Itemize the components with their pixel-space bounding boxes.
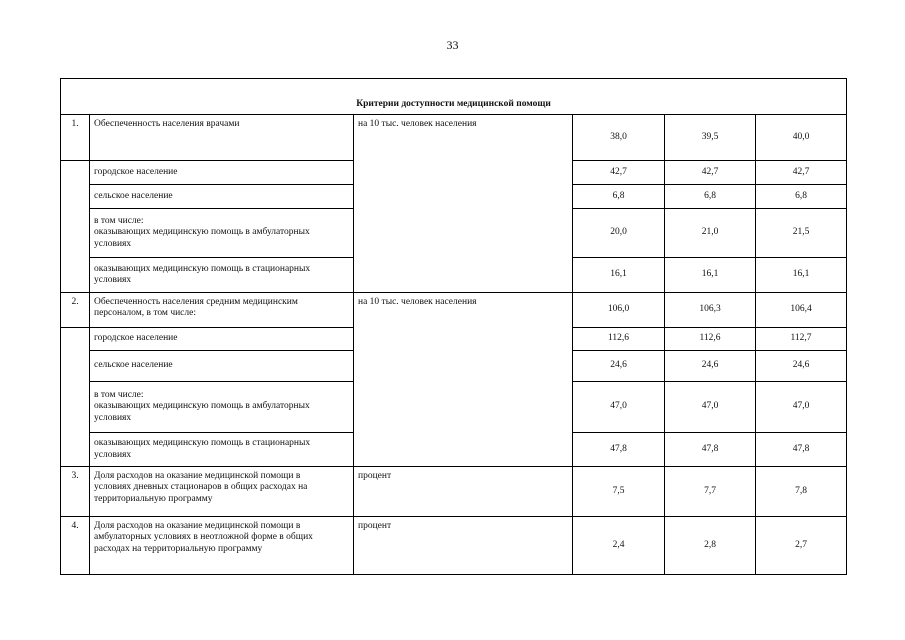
value-cell: 106,4 (756, 293, 847, 328)
value-cell: 7,8 (756, 467, 847, 517)
text-line: условиях (94, 412, 132, 423)
value-cell: 20,0 (573, 209, 665, 258)
sub-indicator: сельское население (90, 351, 354, 382)
text-line: в том числе: (94, 389, 144, 400)
index-spacer (61, 328, 90, 467)
sub-indicator (90, 382, 354, 433)
row-index: 4. (61, 517, 90, 575)
value-cell: 112,6 (665, 328, 756, 351)
value-cell: 47,8 (665, 433, 756, 467)
value-cell: 16,1 (756, 258, 847, 293)
text-line: оказывающих медицинскую помощь в амбулаторных (94, 401, 310, 412)
sub-indicator: городское население (90, 328, 354, 351)
unit-cell: на 10 тыс. человек населения (354, 115, 573, 293)
sub-indicator: городское население (90, 161, 354, 185)
text-line: Доля расходов на оказание медицинской помощи в (94, 521, 301, 531)
value-cell: 6,8 (665, 185, 756, 209)
value-cell: 40,0 (756, 115, 847, 161)
value-cell: 47,0 (665, 382, 756, 433)
sub-indicator (90, 258, 354, 293)
criteria-table (60, 78, 847, 575)
text-line: условиях (94, 449, 132, 460)
value-cell: 47,8 (573, 433, 665, 467)
text-line: Обеспеченность населения средним медицинским (94, 297, 298, 307)
value-cell: 112,6 (573, 328, 665, 351)
table-row (61, 517, 847, 575)
text-line: персоналом, в том числе: (94, 308, 196, 319)
value-cell: 2,7 (756, 517, 847, 575)
sub-indicator: сельское население (90, 185, 354, 209)
text-line: расходах на территориальную программу (94, 543, 263, 554)
value-cell: 42,7 (665, 161, 756, 185)
text-line: оказывающих медицинскую помощь в амбулаторных (94, 227, 310, 238)
table-row (61, 293, 847, 328)
value-cell: 24,6 (756, 351, 847, 382)
value-cell: 24,6 (665, 351, 756, 382)
value-cell: 16,1 (665, 258, 756, 293)
indicator-name (90, 293, 354, 328)
unit-cell: процент (354, 467, 573, 517)
text-line: условиях (94, 275, 132, 285)
value-cell: 6,8 (756, 185, 847, 209)
value-cell: 47,8 (756, 433, 847, 467)
value-cell: 16,1 (573, 258, 665, 293)
unit-cell: процент (354, 517, 573, 575)
value-cell: 106,0 (573, 293, 665, 328)
table-row (61, 467, 847, 517)
value-cell: 7,7 (665, 467, 756, 517)
text-line: амбулаторных условиях в неотложной форме в общих (94, 532, 313, 543)
text-line: оказывающих медицинскую помощь в стационарных (94, 263, 311, 274)
value-cell: 21,0 (665, 209, 756, 258)
value-cell: 2,8 (665, 517, 756, 575)
section-title: Критерии доступности медицинской помощи (61, 79, 847, 115)
value-cell: 42,7 (756, 161, 847, 185)
sub-indicator (90, 433, 354, 467)
text-line: условиях дневных стационаров в общих расходах на (94, 482, 308, 493)
text-line: Доля расходов на оказание медицинской помощи в (94, 471, 301, 481)
value-cell: 6,8 (573, 185, 665, 209)
value-cell: 39,5 (665, 115, 756, 161)
page-number: 33 (446, 38, 459, 52)
text-line: условиях (94, 238, 132, 249)
value-cell: 47,0 (756, 382, 847, 433)
indicator-name (90, 517, 354, 575)
value-cell: 7,5 (573, 467, 665, 517)
text-line: территориальную программу (94, 493, 213, 504)
value-cell: 42,7 (573, 161, 665, 185)
value-cell: 21,5 (756, 209, 847, 258)
table-row (61, 115, 847, 161)
value-cell: 47,0 (573, 382, 665, 433)
indicator-name: Обеспеченность населения врачами (90, 115, 354, 161)
unit-cell: на 10 тыс. человек населения (354, 293, 573, 467)
index-spacer (61, 161, 90, 293)
value-cell: 106,3 (665, 293, 756, 328)
text-line: оказывающих медицинскую помощь в стационарных (94, 438, 311, 449)
row-index: 1. (61, 115, 90, 161)
section-header-row (61, 79, 847, 115)
value-cell: 38,0 (573, 115, 665, 161)
indicator-name (90, 467, 354, 517)
row-index: 3. (61, 467, 90, 517)
value-cell: 112,7 (756, 328, 847, 351)
text-line: в том числе: (94, 215, 144, 226)
row-index: 2. (61, 293, 90, 328)
value-cell: 2,4 (573, 517, 665, 575)
sub-indicator (90, 209, 354, 258)
value-cell: 24,6 (573, 351, 665, 382)
